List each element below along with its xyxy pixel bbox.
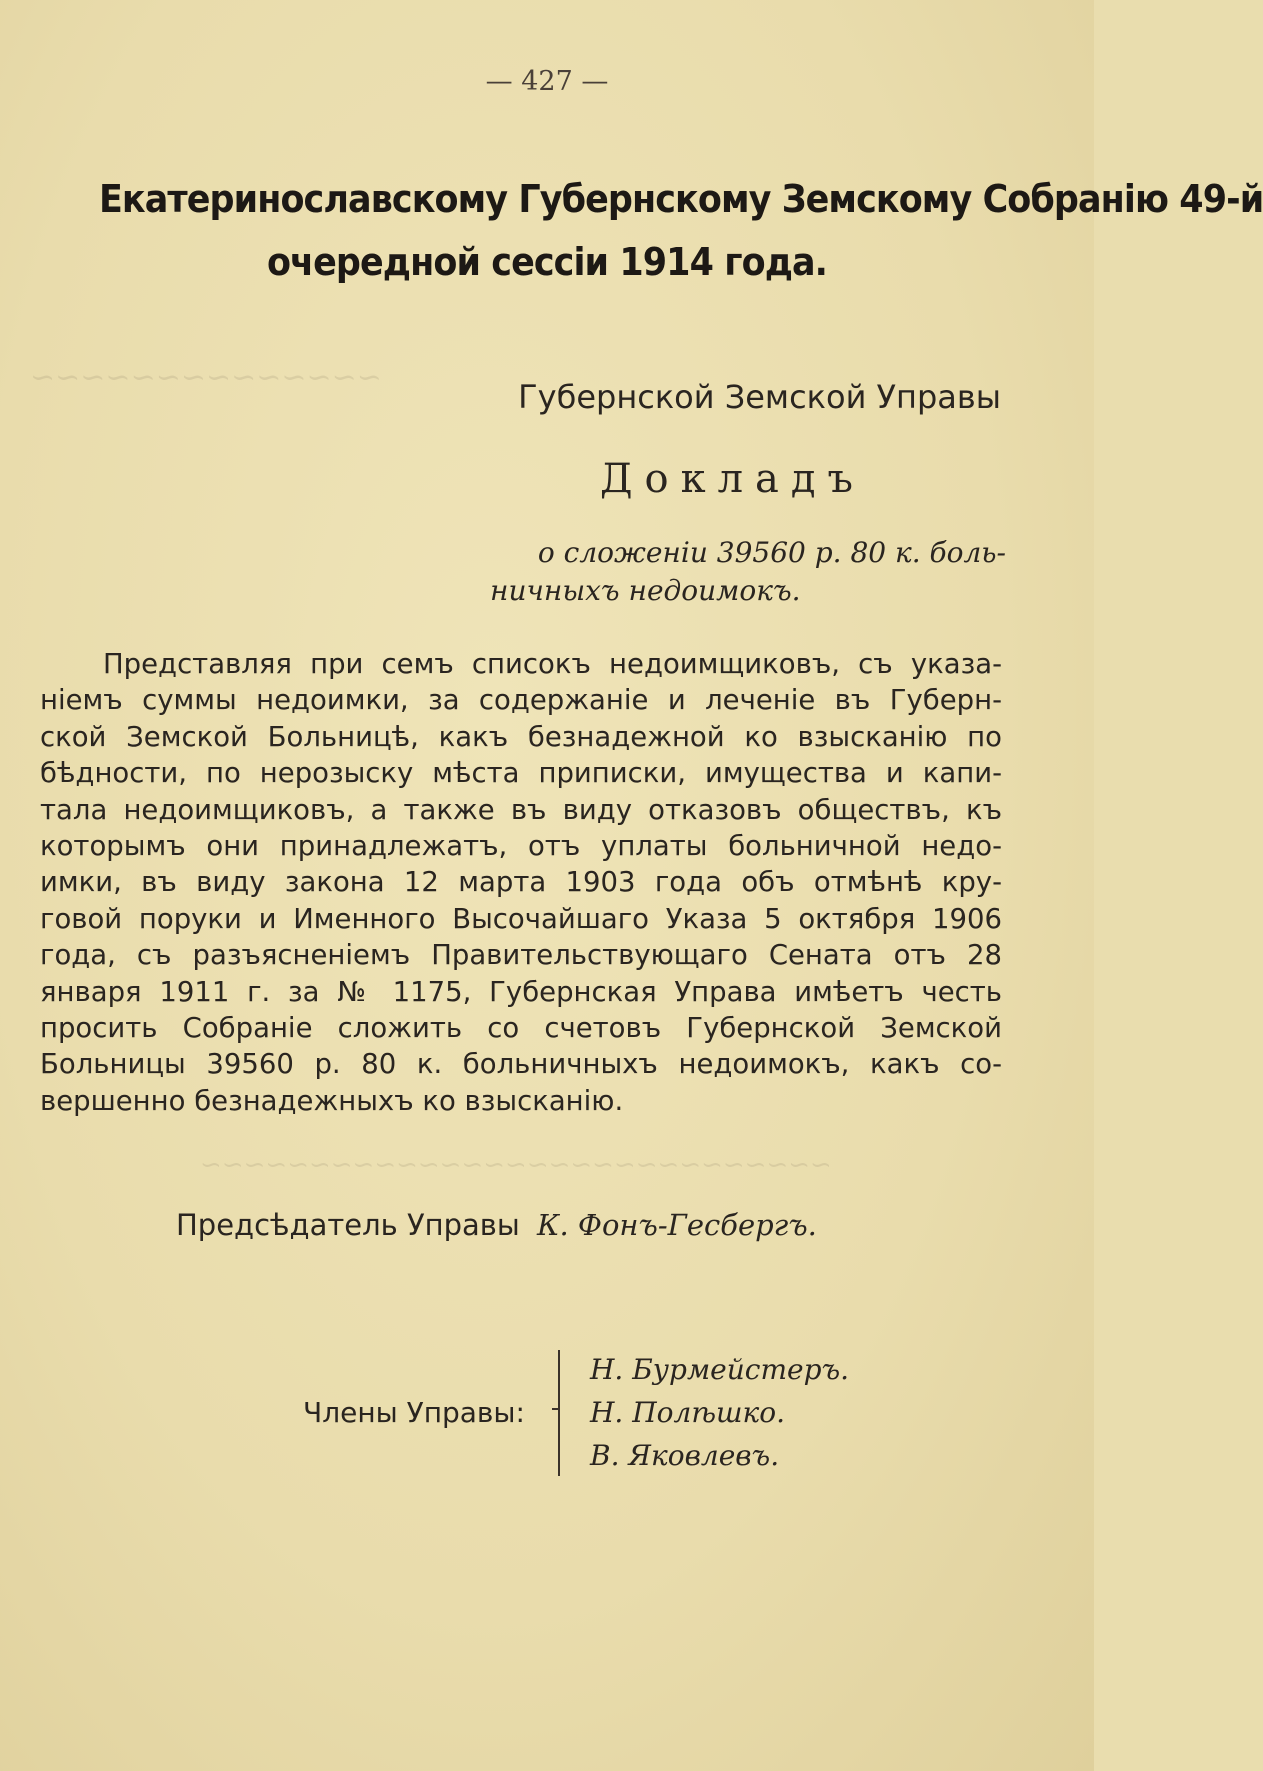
members-label: Члены Управы: xyxy=(303,1396,525,1429)
body-line: вершенно безнадежныхъ ко взысканію. xyxy=(40,1084,624,1117)
bleed-through-text: ~~~~~~~~~~~~~~~~~~~~~~~~~~~~~ xyxy=(200,1150,832,1180)
chairman-signature xyxy=(176,1208,817,1243)
report-heading: Докладъ xyxy=(600,456,865,502)
issuer-heading: Губернской Земской Управы xyxy=(518,378,1001,416)
body-line: года, съ разъясненіемъ Правительствующаго Сената отъ 28 xyxy=(40,939,1002,972)
body-line: января 1911 г. за № 1175, Губернская Управа имѣетъ честь xyxy=(40,975,1002,1008)
bleed-through-text: ~~~~~~~~~~~~~~ xyxy=(30,360,382,395)
subject-line: о сложеніи 39560 р. 80 к. боль- xyxy=(537,536,1006,569)
body-line: имки, въ виду закона 12 марта 1903 года объ отмѣнѣ кру- xyxy=(40,866,1002,899)
body-line: Больницы 39560 р. 80 к. больничныхъ недоимокъ, какъ со- xyxy=(40,1048,1002,1081)
chairman-label: Предсѣдатель Управы xyxy=(176,1208,520,1242)
member-name: Н. Полѣшко. xyxy=(590,1396,786,1429)
body-line: ской Земской Больницѣ, какъ безнадежной ко взысканію по xyxy=(40,720,1002,753)
body-line: Представляя при семъ списокъ недоимщиковъ, съ указа- xyxy=(103,648,1002,680)
member-name: Н. Бурмейстеръ. xyxy=(590,1353,850,1386)
chairman-name: К. Фонъ-Гесбергъ. xyxy=(537,1208,817,1242)
members-brace xyxy=(558,1350,560,1476)
body-line: говой поруки и Именного Высочайшаго Указа 5 октября 1906 xyxy=(40,902,1002,935)
members-brace-tick xyxy=(552,1408,560,1410)
member-name: В. Яковлевъ. xyxy=(590,1439,780,1472)
subject-line: ничныхъ недоимокъ. xyxy=(490,574,801,607)
body-line: тала недоимщиковъ, а также въ виду отказовъ обществъ, къ xyxy=(40,793,1002,826)
document-title xyxy=(98,168,1263,294)
members-list xyxy=(590,1348,849,1477)
title-line: Екатеринославскому Губернскому Земскому Собранію 49-й xyxy=(98,177,1263,221)
body-paragraph xyxy=(40,646,1002,1119)
body-line: которымъ они принадлежатъ, отъ уплаты больничной недо- xyxy=(40,830,1002,863)
title-line: очередной сессіи 1914 года. xyxy=(266,240,828,284)
body-line: бѣдности, по нерозыску мѣста приписки, имущества и капи- xyxy=(40,757,1002,790)
report-subject xyxy=(490,534,1006,610)
page-number: — 427 — xyxy=(485,66,609,97)
body-line: ніемъ суммы недоимки, за содержаніе и леченіе въ Губерн- xyxy=(40,684,1002,717)
body-line: просить Собраніе сложить со счетовъ Губернской Земской xyxy=(40,1012,1002,1045)
